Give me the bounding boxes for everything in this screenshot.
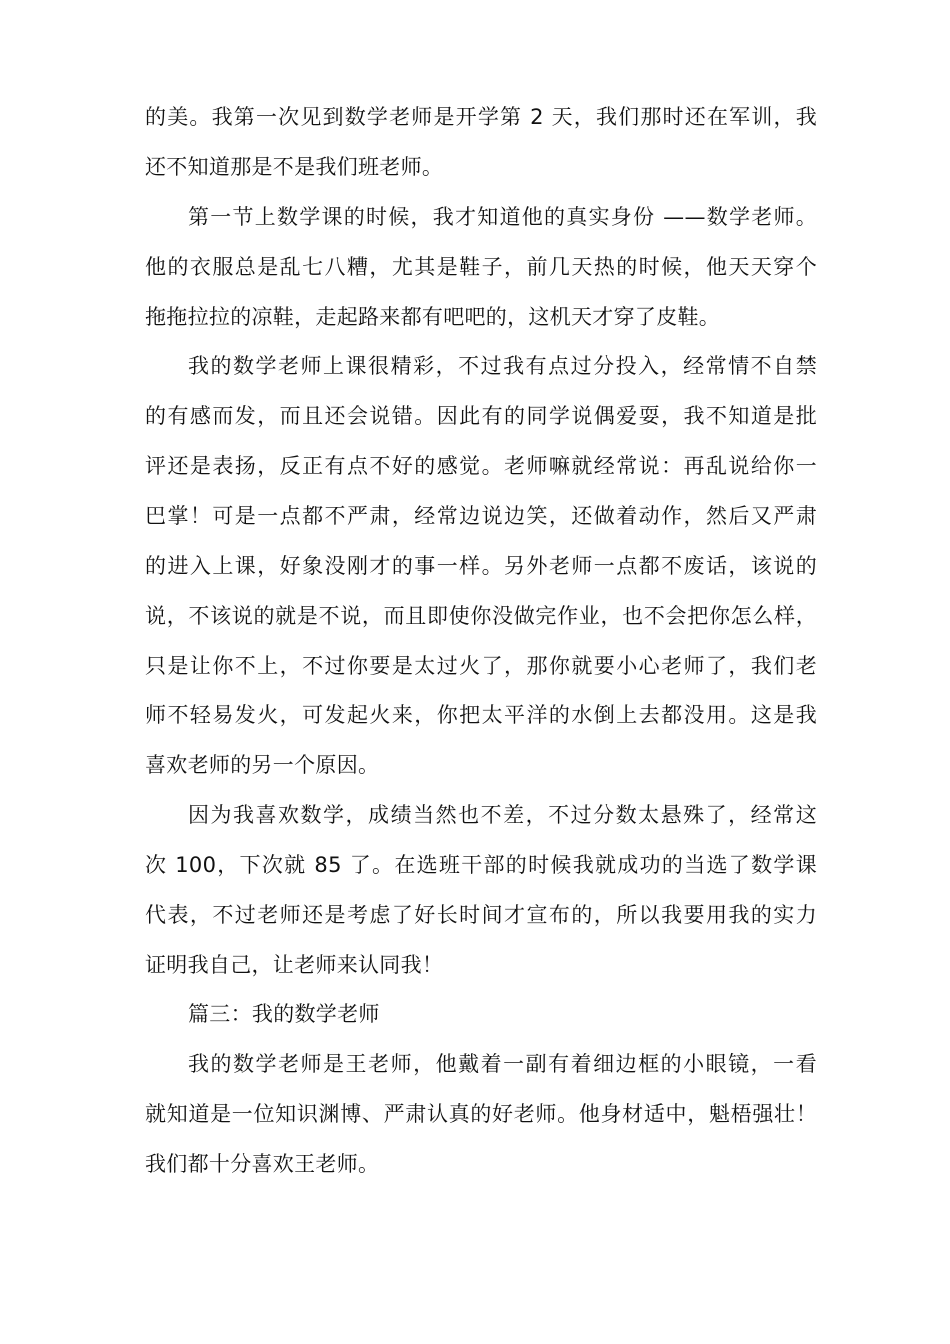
text-line: 次 100，下次就 85 了。在选班干部的时候我就成功的当选了数学课 xyxy=(145,853,817,877)
text-line: 的美。我第一次见到数学老师是开学第 2 天，我们那时还在军训，我 xyxy=(145,105,817,129)
text-line: 因为我喜欢数学，成绩当然也不差，不过分数太悬殊了，经常这 xyxy=(188,803,817,827)
text-line: 还不知道那是不是我们班老师。 xyxy=(145,155,444,179)
section-heading: 篇三：我的数学老师 xyxy=(188,1002,380,1026)
text-line: 评还是表扬，反正有点不好的感觉。老师嘛就经常说：再乱说给你一 xyxy=(145,454,817,478)
text-line: 证明我自己，让老师来认同我！ xyxy=(145,953,444,977)
text-line: 第一节上数学课的时候，我才知道他的真实身份 ——数学老师。 xyxy=(188,205,817,229)
text-line: 巴掌！可是一点都不严肃，经常边说边笑，还做着动作，然后又严肃 xyxy=(145,504,817,528)
text-line: 就知道是一位知识渊博、严肃认真的好老师。他身材适中，魁梧强壮！ xyxy=(145,1102,817,1126)
text-line: 喜欢老师的另一个原因。 xyxy=(145,753,380,777)
text-line: 师不轻易发火，可发起火来，你把太平洋的水倒上去都没用。这是我 xyxy=(145,703,817,727)
text-line: 拖拖拉拉的凉鞋，走起路来都有吧吧的，这机天才穿了皮鞋。 xyxy=(145,305,721,329)
text-line: 他的衣服总是乱七八糟，尤其是鞋子，前几天热的时候，他天天穿个 xyxy=(145,255,817,279)
text-line: 只是让你不上，不过你要是太过火了，那你就要小心老师了，我们老 xyxy=(145,654,817,678)
text-line: 的有感而发，而且还会说错。因此有的同学说偶爱耍，我不知道是批 xyxy=(145,404,817,428)
text-line: 我的数学老师是王老师，他戴着一副有着细边框的小眼镜，一看 xyxy=(188,1052,817,1076)
text-line: 的进入上课，好象没刚才的事一样。另外老师一点都不废话，该说的 xyxy=(145,554,817,578)
text-line: 我们都十分喜欢王老师。 xyxy=(145,1152,380,1176)
text-line: 说，不该说的就是不说，而且即使你没做完作业，也不会把你怎么样， xyxy=(145,604,817,628)
text-line: 我的数学老师上课很精彩，不过我有点过分投入，经常情不自禁 xyxy=(188,354,817,378)
text-line: 代表，不过老师还是考虑了好长时间才宣布的，所以我要用我的实力 xyxy=(145,903,817,927)
